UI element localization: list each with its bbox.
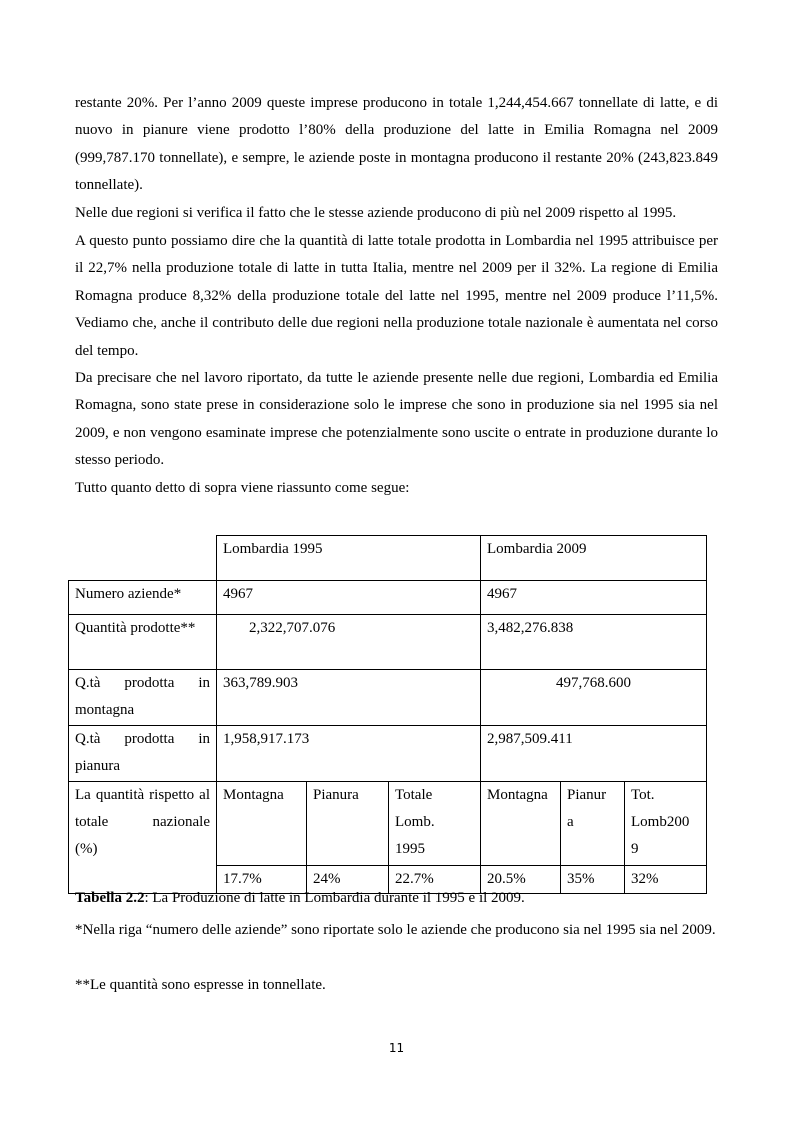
row-label-montagna-line1: Q.tà prodotta in bbox=[75, 675, 210, 691]
row-label-pianura bbox=[69, 725, 217, 781]
cell-pianura-2009: 2,987,509.411 bbox=[481, 725, 707, 781]
row-label-percentuale-line2: al totale nazionale bbox=[75, 786, 210, 831]
paragraph-emilia-2009: restante 20%. Per l’anno 2009 queste imprese producono in totale 1,244,454.667 tonnellate di latte, e di nuovo in pianure viene prodotto l’80% della produzione del latte in Emilia Romagna nel 2009 (999,787.170 tonnellate), e sempre, le aziende poste in montagna producono il restante 20% (243,823.849 tonnellate). bbox=[75, 95, 718, 194]
subheader-totale-1995 bbox=[389, 781, 481, 865]
header-lombardia-1995: Lombardia 1995 bbox=[217, 536, 481, 581]
subheader-pianura-2009 bbox=[561, 781, 625, 865]
row-label-quantita-prodotte: Quantità prodotte** bbox=[69, 615, 217, 670]
subheader-totale-2009-l1: Tot. bbox=[631, 786, 655, 803]
cell-perc-montagna-2009: 20.5% bbox=[481, 865, 561, 893]
row-label-percentuale-line3: (%) bbox=[75, 841, 98, 858]
cell-pianura-1995: 1,958,917.173 bbox=[217, 725, 481, 781]
footnote-unita: **Le quantità sono espresse in tonnellate. bbox=[75, 977, 326, 993]
cell-perc-pianura-1995: 24% bbox=[307, 865, 389, 893]
paragraph-comparison: Nelle due regioni si verifica il fatto che le stesse aziende producono di più nel 2009 rispetto al 1995. bbox=[75, 205, 677, 221]
cell-montagna-1995: 363,789.903 bbox=[217, 670, 481, 726]
row-label-pianura-line1: Q.tà prodotta in bbox=[75, 730, 210, 747]
footnote-aziende: *Nella riga “numero delle aziende” sono riportate solo le aziende che producono sia nel 1995 sia nel 2009. bbox=[75, 922, 716, 938]
subheader-pianura-2009-l1: Pianur bbox=[567, 786, 607, 803]
subheader-pianura-1995: Pianura bbox=[307, 781, 389, 865]
subheader-totale-2009-l2: Lomb200 bbox=[631, 814, 690, 831]
caption-text: : La Produzione di latte in Lombardia durante il 1995 e il 2009. bbox=[144, 890, 525, 906]
subheader-pianura-2009-l2: a bbox=[567, 814, 574, 831]
table-caption bbox=[75, 890, 525, 907]
subheader-totale-1995-l2: Lomb. bbox=[395, 814, 435, 831]
cell-quantita-1995: 2,322,707.076 bbox=[217, 615, 481, 670]
row-label-percentuale bbox=[69, 781, 217, 893]
row-label-pianura-line2: pianura bbox=[75, 758, 120, 775]
subheader-totale-2009 bbox=[625, 781, 707, 865]
table-corner bbox=[69, 536, 217, 581]
header-lombardia-2009: Lombardia 2009 bbox=[481, 536, 707, 581]
caption-label: Tabella 2.2 bbox=[75, 890, 145, 906]
cell-perc-pianura-2009: 35% bbox=[561, 865, 625, 893]
cell-perc-totale-2009: 32% bbox=[625, 865, 707, 893]
cell-quantita-2009: 3,482,276.838 bbox=[481, 615, 707, 670]
row-label-numero-aziende: Numero aziende* bbox=[69, 581, 217, 615]
subheader-totale-1995-l1: Totale bbox=[395, 786, 433, 803]
row-label-percentuale-line1: La quantità rispetto bbox=[75, 786, 195, 803]
paragraph-summary-intro: Tutto quanto detto di sopra viene riassunto come segue: bbox=[75, 480, 410, 496]
row-label-montagna-line2: montagna bbox=[75, 702, 135, 719]
page-number: 11 bbox=[388, 1041, 405, 1055]
row-label-montagna bbox=[69, 670, 217, 726]
subheader-montagna-1995: Montagna bbox=[217, 781, 307, 865]
paragraph-methodology: Da precisare che nel lavoro riportato, da tutte le aziende presente nelle due regioni, Lombardia ed Emilia Romagna, sono state prese in considerazione solo le imprese che sono in produzione sia nel 1995 sia nel 2009, e non vengono esaminate imprese che potenzialmente sono uscite o entrate in produzione durante lo stesso periodo. bbox=[75, 370, 718, 469]
subheader-montagna-2009: Montagna bbox=[481, 781, 561, 865]
subheader-totale-2009-l3: 9 bbox=[631, 841, 639, 858]
cell-montagna-2009: 497,768.600 bbox=[481, 670, 707, 726]
cell-numero-1995: 4967 bbox=[217, 581, 481, 615]
paragraph-national-share: A questo punto possiamo dire che la quantità di latte totale prodotta in Lombardia nel 1995 attribuisce per il 22,7% nella produzione totale di latte in tutta Italia, mentre nel 2009 per il 32%. La regione di Emilia Romagna produce 8,32% della produzione totale del latte nel 1995, mentre nel 2009 produce l’11,5%. Vediamo che, anche il contributo delle due regioni nella produzione totale nazionale è aumentata nel corso del tempo. bbox=[75, 233, 718, 359]
cell-perc-totale-1995: 22.7% bbox=[389, 865, 481, 893]
cell-perc-montagna-1995: 17.7% bbox=[217, 865, 307, 893]
production-table bbox=[68, 535, 707, 894]
subheader-totale-1995-l3: 1995 bbox=[395, 841, 425, 858]
cell-numero-2009: 4967 bbox=[481, 581, 707, 615]
